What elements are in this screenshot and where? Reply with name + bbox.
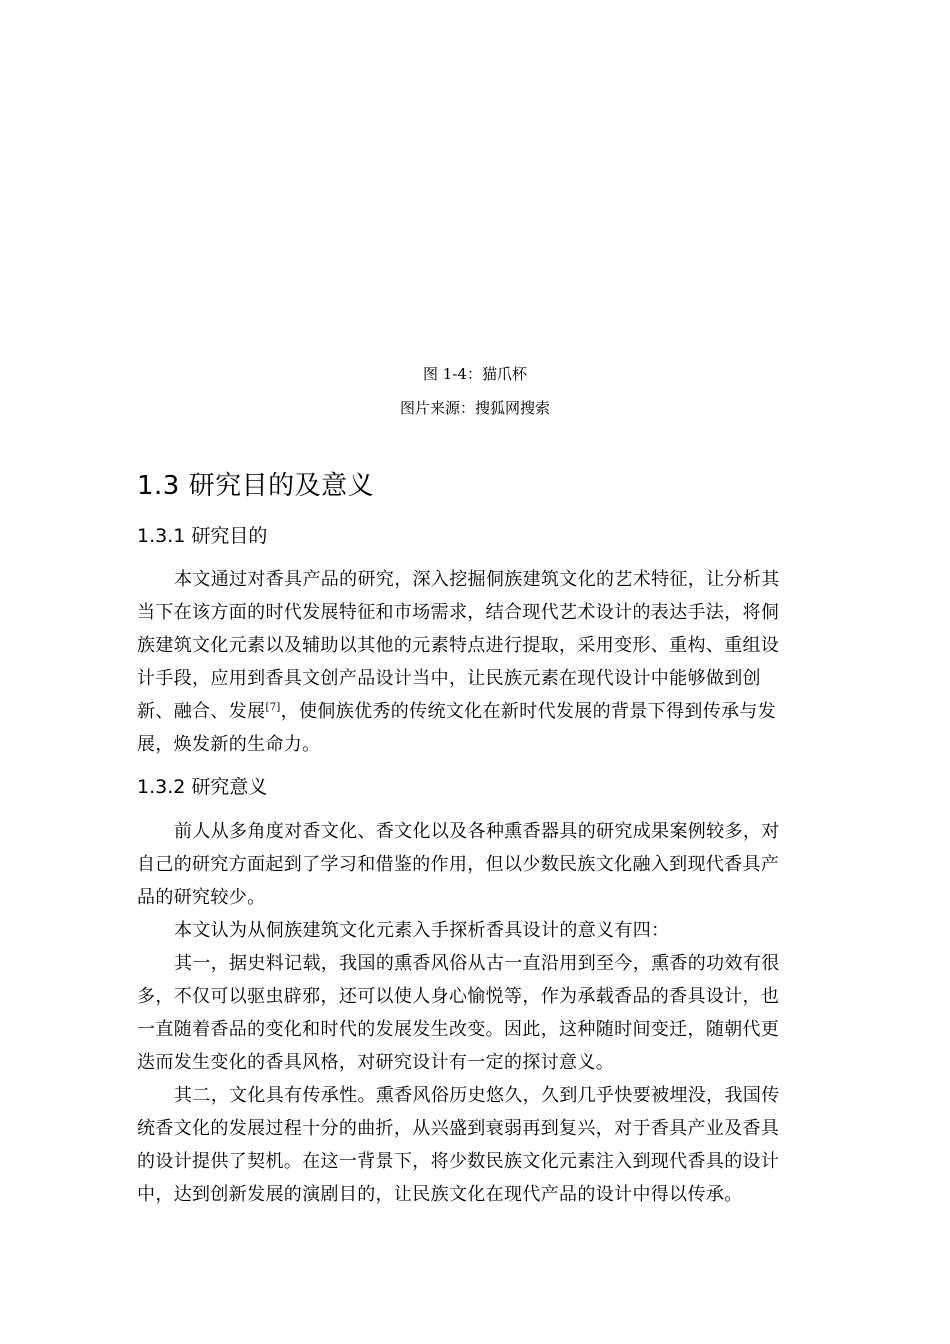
figure-image-area — [137, 40, 813, 350]
significance-paragraphs — [137, 815, 814, 1211]
paragraph-line: 当下在该方面的时代发展特征和市场需求，结合现代艺术设计的表达手法，将侗 — [137, 602, 780, 623]
paragraph-line: 展，焕发新的生命力。 — [137, 734, 321, 755]
subsection-heading-significance: 1.3.2 研究意义 — [137, 776, 268, 798]
paragraph-line: 族建筑文化元素以及辅助以其他的元素特点进行提取，采用变形、重构、重组设 — [137, 635, 780, 656]
paragraph-line: 品的研究较少。 — [137, 887, 266, 908]
paragraph-line: 多，不仅可以驱虫辟邪，还可以使人身心愉悦等，作为承载香品的香具设计，也 — [137, 986, 780, 1007]
paragraph-line: 的设计提供了契机。在这一背景下，将少数民族文化元素注入到现代香具的设计 — [137, 1151, 780, 1172]
paragraph-line: 统香文化的发展过程十分的曲折，从兴盛到衰弱再到复兴，对于香具产业及香具 — [137, 1118, 780, 1139]
paragraph-line: 计手段，应用到香具文创产品设计当中，让民族元素在现代设计中能够做到创 — [137, 668, 761, 689]
figure-source: 图片来源：搜狐网搜索 — [399, 399, 550, 417]
paragraph-line: 一直随着香品的变化和时代的发展发生改变。因此，这种随时间变迁，随朝代更 — [137, 1019, 780, 1040]
paragraph-line: 自己的研究方面起到了学习和借鉴的作用，但以少数民族文化融入到现代香具产 — [137, 854, 780, 875]
paragraph-text: 新、融合、发展 — [137, 701, 266, 722]
paragraph-line: 本文认为从侗族建筑文化元素入手探析香具设计的意义有四： — [174, 920, 670, 941]
paragraph-text: ，使侗族优秀的传统文化在新时代发展的背景下得到传承与发 — [280, 701, 777, 722]
purpose-paragraph — [137, 563, 814, 761]
citation-reference: [7] — [265, 702, 281, 713]
paragraph-line: 迭而发生变化的香具风格，对研究设计有一定的探讨意义。 — [137, 1052, 615, 1073]
figure-caption: 图 1-4：猫爪杯 — [423, 365, 527, 383]
paragraph-line: 本文通过对香具产品的研究，深入挖掘侗族建筑文化的艺术特征，让分析其 — [174, 569, 780, 590]
section-heading: 1.3 研究目的及意义 — [137, 471, 375, 501]
paragraph-line: 其二，文化具有传承性。熏香风俗历史悠久，久到几乎快要被埋没，我国传 — [174, 1085, 780, 1106]
subsection-heading-purpose: 1.3.1 研究目的 — [137, 525, 268, 547]
paragraph-line: 中，达到创新发展的演剧目的，让民族文化在现代产品的设计中得以传承。 — [137, 1184, 743, 1205]
paragraph-line: 前人从多角度对香文化、香文化以及各种熏香器具的研究成果案例较多，对 — [174, 821, 780, 842]
paragraph-line — [137, 695, 814, 728]
paragraph-line: 其一，据史料记载，我国的熏香风俗从古一直沿用到至今，熏香的功效有很 — [174, 953, 780, 974]
